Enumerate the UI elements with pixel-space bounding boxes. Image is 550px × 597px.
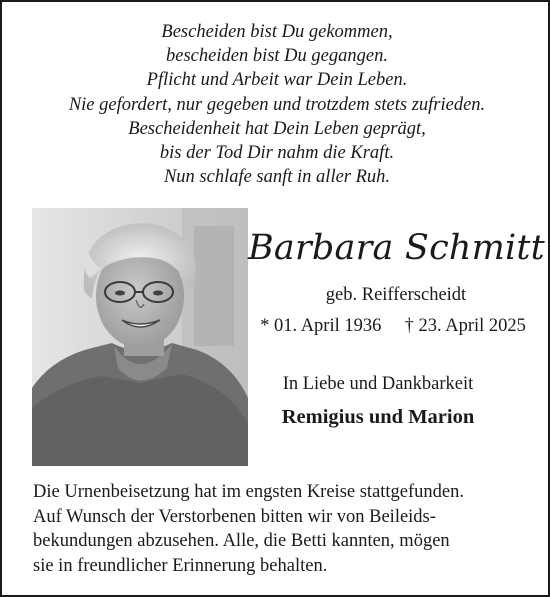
portrait-photo [32, 208, 248, 466]
notice-line: Die Urnenbeisetzung hat im engsten Kreise stattgefunden. [33, 482, 465, 502]
life-dates [242, 316, 544, 337]
notice-line: bekundungen abzusehen. Alle, die Betti kannten, mögen [33, 531, 450, 552]
notice-line: Auf Wunsch der Verstorbenen bitten wir von Beileids- [33, 506, 436, 527]
poem-line: bis der Tod Dir nahm die Kraft. [159, 143, 395, 164]
poem-line: Nun schlafe sanft in aller Ruh. [163, 167, 391, 188]
poem-line: bescheiden bist Du gegangen. [166, 46, 388, 67]
poem-line: Bescheidenheit hat Dein Leben geprägt, [128, 118, 426, 139]
poem-line: Nie gefordert, nur gegeben und trotzdem stets zufrieden. [68, 94, 486, 115]
poem-line: Bescheiden bist Du gekommen, [161, 22, 393, 42]
death-date: † 23. April 2025 [404, 316, 526, 336]
deceased-name: Barbara Schmitt [248, 228, 545, 268]
poem [2, 20, 550, 189]
mourners-intro: In Liebe und Dankbarkeit [282, 374, 474, 394]
notice-line: sie in freundlicher Erinnerung behalten. [33, 556, 328, 577]
poem-line: Pflicht und Arbeit war Dein Leben. [146, 70, 408, 91]
funeral-notice [33, 480, 533, 579]
birth-name: geb. Reifferscheidt [325, 285, 467, 305]
birth-date: * 01. April 1936 [260, 316, 382, 336]
mourners-names: Remigius und Marion [281, 406, 475, 428]
